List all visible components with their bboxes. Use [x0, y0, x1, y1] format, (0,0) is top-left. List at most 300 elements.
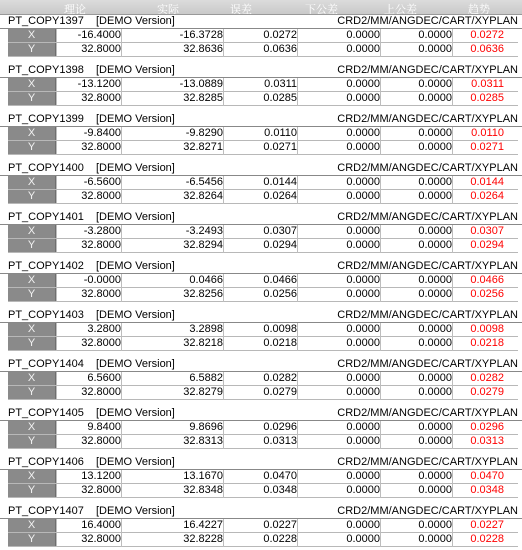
lower-tol-value: 0.0000 [346, 190, 380, 202]
axis-label: X [8, 470, 56, 483]
trend-value: 0.0144 [470, 176, 504, 188]
trend-value: 0.0636 [470, 43, 504, 55]
point-block [0, 357, 522, 400]
trend-value: 0.0218 [470, 337, 504, 349]
column-divider [452, 323, 453, 351]
column-divider [380, 519, 381, 547]
deviation-value: 0.0296 [263, 421, 297, 433]
point-name: PT_COPY1401 [8, 211, 84, 223]
point-title-row [0, 504, 522, 519]
demo-label: [DEMO Version] [96, 162, 175, 174]
axis-label: X [8, 78, 56, 91]
point-name: PT_COPY1403 [8, 309, 84, 321]
upper-tol-value: 0.0000 [418, 127, 452, 139]
nominal-value: 9.8400 [87, 421, 121, 433]
upper-tol-value: 0.0000 [418, 43, 452, 55]
lower-tol-value: 0.0000 [346, 470, 380, 482]
actual-value: 32.8218 [183, 337, 223, 349]
axis-row-x [8, 274, 518, 288]
nominal-value: 32.8000 [81, 92, 121, 104]
column-divider [452, 274, 453, 302]
column-divider [223, 470, 224, 498]
axis-row-y [8, 190, 518, 204]
column-divider [380, 29, 381, 57]
point-block [0, 161, 522, 204]
trend-value: 0.0227 [470, 519, 504, 531]
nominal-value: 13.1200 [81, 470, 121, 482]
point-title-row [0, 14, 522, 29]
nominal-value: 32.8000 [81, 288, 121, 300]
upper-tol-value: 0.0000 [418, 239, 452, 251]
axis-row-x [8, 127, 518, 141]
upper-tol-value: 0.0000 [418, 484, 452, 496]
lower-tol-value: 0.0000 [346, 29, 380, 41]
lower-tol-value: 0.0000 [346, 337, 380, 349]
point-title-row [0, 63, 522, 78]
column-divider [380, 176, 381, 204]
column-divider [223, 421, 224, 449]
axis-label: Y [8, 288, 56, 301]
deviation-value: 0.0348 [263, 484, 297, 496]
header-upper-tol: 上公差 [384, 4, 417, 15]
lower-tol-value: 0.0000 [346, 43, 380, 55]
nominal-value: -0.0000 [83, 274, 121, 286]
nominal-value: 32.8000 [81, 337, 121, 349]
lower-tol-value: 0.0000 [346, 519, 380, 531]
column-divider [223, 519, 224, 547]
nominal-value: -6.5600 [83, 176, 121, 188]
actual-value: 32.8264 [183, 190, 223, 202]
deviation-value: 0.0228 [263, 533, 297, 545]
column-divider [452, 421, 453, 449]
axis-label: X [8, 176, 56, 189]
point-title-row [0, 308, 522, 323]
header-lower-tol: 下公差 [305, 4, 338, 15]
trend-value: 0.0271 [470, 141, 504, 153]
deviation-value: 0.0279 [263, 386, 297, 398]
axis-row-x [8, 176, 518, 190]
actual-value: 32.8271 [183, 141, 223, 153]
deviation-value: 0.0256 [263, 288, 297, 300]
lower-tol-value: 0.0000 [346, 274, 380, 286]
column-divider [452, 176, 453, 204]
deviation-value: 0.0636 [263, 43, 297, 55]
demo-label: [DEMO Version] [96, 505, 175, 517]
column-divider [56, 519, 57, 547]
column-divider [223, 274, 224, 302]
trend-value: 0.0272 [470, 29, 504, 41]
point-block [0, 455, 522, 498]
axis-label: Y [8, 533, 56, 546]
deviation-value: 0.0272 [263, 29, 297, 41]
upper-tol-value: 0.0000 [418, 372, 452, 384]
nominal-value: 32.8000 [81, 386, 121, 398]
column-divider [56, 323, 57, 351]
point-name: PT_COPY1398 [8, 64, 84, 76]
nominal-value: -16.4000 [77, 29, 121, 41]
point-block [0, 504, 522, 547]
coordinate-path: CRD2/MM/ANGDEC/CART/XYPLAN [337, 505, 518, 517]
axis-label: Y [8, 484, 56, 497]
nominal-value: -9.8400 [83, 127, 121, 139]
point-block [0, 210, 522, 253]
column-divider [121, 372, 122, 400]
actual-value: 32.8294 [183, 239, 223, 251]
point-name: PT_COPY1405 [8, 407, 84, 419]
upper-tol-value: 0.0000 [418, 225, 452, 237]
axis-label: Y [8, 239, 56, 252]
actual-value: 16.4227 [183, 519, 223, 531]
upper-tol-value: 0.0000 [418, 78, 452, 90]
deviation-value: 0.0294 [263, 239, 297, 251]
coordinate-path: CRD2/MM/ANGDEC/CART/XYPLAN [337, 113, 518, 125]
point-block [0, 63, 522, 106]
coordinate-path: CRD2/MM/ANGDEC/CART/XYPLAN [337, 407, 518, 419]
header-deviation: 误差 [230, 4, 252, 15]
axis-row-y [8, 484, 518, 498]
axis-row-y [8, 337, 518, 351]
point-title-row [0, 259, 522, 274]
axis-row-x [8, 29, 518, 43]
lower-tol-value: 0.0000 [346, 484, 380, 496]
column-divider [56, 225, 57, 253]
upper-tol-value: 0.0000 [418, 190, 452, 202]
deviation-value: 0.0218 [263, 337, 297, 349]
column-divider [452, 127, 453, 155]
point-title-row [0, 406, 522, 421]
axis-row-y [8, 288, 518, 302]
point-block [0, 112, 522, 155]
deviation-value: 0.0264 [263, 190, 297, 202]
trend-value: 0.0294 [470, 239, 504, 251]
actual-value: 3.2898 [189, 323, 223, 335]
column-divider [452, 470, 453, 498]
column-divider [380, 323, 381, 351]
trend-value: 0.0264 [470, 190, 504, 202]
actual-value: 32.8636 [183, 43, 223, 55]
column-divider [223, 323, 224, 351]
demo-label: [DEMO Version] [96, 407, 175, 419]
point-block [0, 14, 522, 57]
point-title-row [0, 210, 522, 225]
column-divider [56, 127, 57, 155]
demo-label: [DEMO Version] [96, 456, 175, 468]
nominal-value: 16.4000 [81, 519, 121, 531]
upper-tol-value: 0.0000 [418, 435, 452, 447]
column-divider [297, 176, 298, 204]
column-divider [297, 470, 298, 498]
axis-label: Y [8, 43, 56, 56]
nominal-value: 32.8000 [81, 484, 121, 496]
column-divider [297, 29, 298, 57]
lower-tol-value: 0.0000 [346, 288, 380, 300]
coordinate-path: CRD2/MM/ANGDEC/CART/XYPLAN [337, 358, 518, 370]
axis-row-x [8, 78, 518, 92]
coordinate-path: CRD2/MM/ANGDEC/CART/XYPLAN [337, 15, 518, 27]
column-divider [223, 29, 224, 57]
lower-tol-value: 0.0000 [346, 435, 380, 447]
lower-tol-value: 0.0000 [346, 533, 380, 545]
column-divider [56, 176, 57, 204]
actual-value: -16.3728 [179, 29, 223, 41]
lower-tol-value: 0.0000 [346, 239, 380, 251]
header-nominal: 理论 [64, 4, 86, 15]
lower-tol-value: 0.0000 [346, 78, 380, 90]
lower-tol-value: 0.0000 [346, 323, 380, 335]
column-divider [297, 372, 298, 400]
column-divider [223, 372, 224, 400]
axis-row-x [8, 225, 518, 239]
point-title-row [0, 357, 522, 372]
axis-label: X [8, 127, 56, 140]
trend-value: 0.0296 [470, 421, 504, 433]
point-title-row [0, 161, 522, 176]
column-divider [452, 519, 453, 547]
point-name: PT_COPY1407 [8, 505, 84, 517]
axis-row-y [8, 435, 518, 449]
column-divider [297, 274, 298, 302]
lower-tol-value: 0.0000 [346, 386, 380, 398]
point-name: PT_COPY1404 [8, 358, 84, 370]
axis-row-x [8, 470, 518, 484]
axis-row-x [8, 519, 518, 533]
axis-row-y [8, 43, 518, 57]
point-name: PT_COPY1406 [8, 456, 84, 468]
axis-row-y [8, 141, 518, 155]
column-divider [56, 421, 57, 449]
upper-tol-value: 0.0000 [418, 29, 452, 41]
trend-value: 0.0228 [470, 533, 504, 545]
actual-value: 32.8285 [183, 92, 223, 104]
axis-label: Y [8, 386, 56, 399]
axis-label: Y [8, 92, 56, 105]
header-trend: 趋势 [468, 4, 490, 15]
column-divider [380, 78, 381, 106]
axis-label: Y [8, 435, 56, 448]
actual-value: 32.8228 [183, 533, 223, 545]
upper-tol-value: 0.0000 [418, 337, 452, 349]
upper-tol-value: 0.0000 [418, 323, 452, 335]
deviation-value: 0.0307 [263, 225, 297, 237]
axis-label: Y [8, 141, 56, 154]
upper-tol-value: 0.0000 [418, 386, 452, 398]
column-divider [56, 78, 57, 106]
column-divider [121, 127, 122, 155]
trend-value: 0.0279 [470, 386, 504, 398]
point-block [0, 406, 522, 449]
point-name: PT_COPY1400 [8, 162, 84, 174]
point-name: PT_COPY1397 [8, 15, 84, 27]
column-divider [297, 421, 298, 449]
upper-tol-value: 0.0000 [418, 533, 452, 545]
column-divider [121, 421, 122, 449]
upper-tol-value: 0.0000 [418, 421, 452, 433]
axis-label: X [8, 372, 56, 385]
lower-tol-value: 0.0000 [346, 176, 380, 188]
upper-tol-value: 0.0000 [418, 274, 452, 286]
column-divider [223, 176, 224, 204]
trend-value: 0.0311 [471, 78, 504, 90]
deviation-value: 0.0313 [263, 435, 297, 447]
lower-tol-value: 0.0000 [346, 421, 380, 433]
nominal-value: 32.8000 [81, 141, 121, 153]
column-divider [223, 127, 224, 155]
column-divider [297, 323, 298, 351]
column-divider [121, 519, 122, 547]
column-divider [56, 470, 57, 498]
column-divider [121, 274, 122, 302]
trend-value: 0.0282 [470, 372, 504, 384]
trend-value: 0.0348 [470, 484, 504, 496]
header-actual: 实际 [157, 4, 179, 15]
axis-label: X [8, 225, 56, 238]
axis-row-x [8, 372, 518, 386]
coordinate-path: CRD2/MM/ANGDEC/CART/XYPLAN [337, 64, 518, 76]
demo-label: [DEMO Version] [96, 15, 175, 27]
upper-tol-value: 0.0000 [418, 141, 452, 153]
lower-tol-value: 0.0000 [346, 372, 380, 384]
nominal-value: 3.2800 [87, 323, 121, 335]
column-divider [121, 176, 122, 204]
coordinate-path: CRD2/MM/ANGDEC/CART/XYPLAN [337, 211, 518, 223]
upper-tol-value: 0.0000 [418, 470, 452, 482]
column-divider [56, 372, 57, 400]
deviation-value: 0.0282 [263, 372, 297, 384]
actual-value: 32.8256 [183, 288, 223, 300]
axis-label: Y [8, 337, 56, 350]
nominal-value: 32.8000 [81, 190, 121, 202]
coordinate-path: CRD2/MM/ANGDEC/CART/XYPLAN [337, 162, 518, 174]
nominal-value: -13.1200 [77, 78, 121, 90]
trend-value: 0.0470 [470, 470, 504, 482]
upper-tol-value: 0.0000 [418, 519, 452, 531]
axis-label: X [8, 29, 56, 42]
coordinate-path: CRD2/MM/ANGDEC/CART/XYPLAN [337, 309, 518, 321]
column-divider [452, 78, 453, 106]
deviation-value: 0.0311 [264, 78, 297, 90]
point-block [0, 308, 522, 351]
axis-label: X [8, 421, 56, 434]
actual-value: 32.8279 [183, 386, 223, 398]
trend-value: 0.0256 [470, 288, 504, 300]
actual-value: -3.2493 [185, 225, 223, 237]
axis-row-y [8, 533, 518, 547]
axis-row-x [8, 323, 518, 337]
column-divider [121, 225, 122, 253]
lower-tol-value: 0.0000 [346, 92, 380, 104]
actual-value: 9.8696 [189, 421, 223, 433]
column-divider [223, 78, 224, 106]
nominal-value: 32.8000 [81, 239, 121, 251]
axis-label: Y [8, 190, 56, 203]
column-divider [380, 421, 381, 449]
column-divider [380, 470, 381, 498]
trend-value: 0.0307 [470, 225, 504, 237]
actual-value: -9.8290 [185, 127, 223, 139]
column-divider [452, 225, 453, 253]
column-divider [223, 225, 224, 253]
upper-tol-value: 0.0000 [418, 288, 452, 300]
report-column-header [0, 0, 522, 15]
column-divider [380, 127, 381, 155]
upper-tol-value: 0.0000 [418, 176, 452, 188]
nominal-value: 32.8000 [81, 435, 121, 447]
demo-label: [DEMO Version] [96, 211, 175, 223]
deviation-value: 0.0110 [264, 127, 297, 139]
deviation-value: 0.0285 [263, 92, 297, 104]
point-block [0, 259, 522, 302]
lower-tol-value: 0.0000 [346, 141, 380, 153]
nominal-value: -3.2800 [83, 225, 121, 237]
column-divider [452, 372, 453, 400]
lower-tol-value: 0.0000 [346, 225, 380, 237]
lower-tol-value: 0.0000 [346, 127, 380, 139]
axis-row-y [8, 92, 518, 106]
actual-value: 6.5882 [189, 372, 223, 384]
nominal-value: 6.5600 [87, 372, 121, 384]
column-divider [380, 274, 381, 302]
point-name: PT_COPY1402 [8, 260, 84, 272]
coordinate-path: CRD2/MM/ANGDEC/CART/XYPLAN [337, 456, 518, 468]
deviation-value: 0.0271 [263, 141, 297, 153]
actual-value: 13.1670 [183, 470, 223, 482]
nominal-value: 32.8000 [81, 43, 121, 55]
trend-value: 0.0110 [471, 127, 504, 139]
column-divider [121, 29, 122, 57]
column-divider [121, 470, 122, 498]
coordinate-path: CRD2/MM/ANGDEC/CART/XYPLAN [337, 260, 518, 272]
column-divider [297, 78, 298, 106]
trend-value: 0.0313 [470, 435, 504, 447]
column-divider [297, 225, 298, 253]
column-divider [56, 274, 57, 302]
column-divider [121, 323, 122, 351]
deviation-value: 0.0098 [263, 323, 297, 335]
actual-value: 0.0466 [189, 274, 223, 286]
trend-value: 0.0466 [470, 274, 504, 286]
axis-row-y [8, 239, 518, 253]
column-divider [380, 372, 381, 400]
demo-label: [DEMO Version] [96, 358, 175, 370]
trend-value: 0.0098 [470, 323, 504, 335]
column-divider [121, 78, 122, 106]
point-title-row [0, 112, 522, 127]
upper-tol-value: 0.0000 [418, 92, 452, 104]
deviation-value: 0.0144 [263, 176, 297, 188]
axis-label: X [8, 274, 56, 287]
column-divider [297, 127, 298, 155]
demo-label: [DEMO Version] [96, 309, 175, 321]
demo-label: [DEMO Version] [96, 64, 175, 76]
column-divider [380, 225, 381, 253]
column-divider [297, 519, 298, 547]
deviation-value: 0.0470 [263, 470, 297, 482]
demo-label: [DEMO Version] [96, 260, 175, 272]
actual-value: -13.0889 [179, 78, 223, 90]
deviation-value: 0.0466 [263, 274, 297, 286]
deviation-value: 0.0227 [263, 519, 297, 531]
column-divider [56, 29, 57, 57]
nominal-value: 32.8000 [81, 533, 121, 545]
axis-label: X [8, 323, 56, 336]
demo-label: [DEMO Version] [96, 113, 175, 125]
axis-row-y [8, 386, 518, 400]
point-title-row [0, 455, 522, 470]
actual-value: 32.8313 [183, 435, 223, 447]
trend-value: 0.0285 [470, 92, 504, 104]
actual-value: -6.5456 [185, 176, 223, 188]
column-divider [452, 29, 453, 57]
